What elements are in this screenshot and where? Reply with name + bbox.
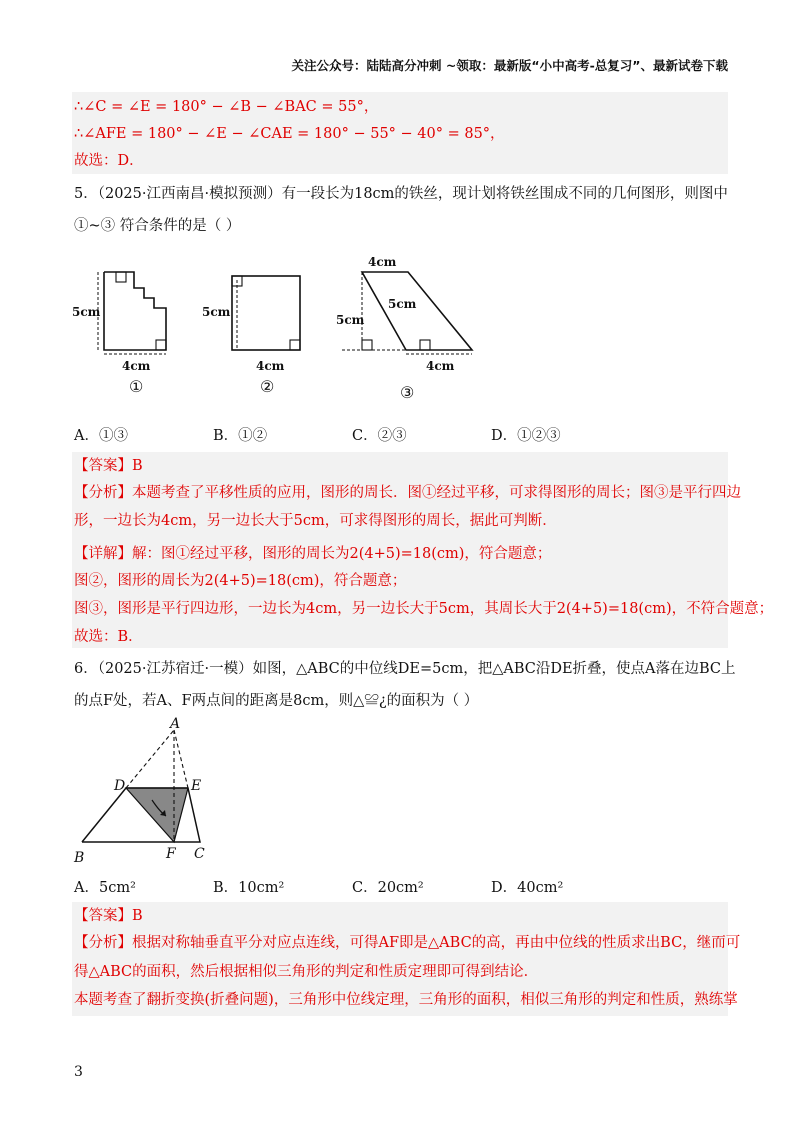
point-d-label: D (114, 778, 126, 794)
fig2-side-label: 5cm (202, 305, 231, 319)
point-f-label: F (166, 846, 176, 862)
q5-figures (70, 250, 510, 410)
q6-option-a: A．5cm² (74, 880, 136, 896)
fig1-outline (104, 272, 166, 350)
q6-analysis-line-1: 【分析】根据对称轴垂直平分对应点连线，可得AF即是△ABC的高，再由中位线的性质求出BC，继而可 (74, 935, 741, 951)
q6-answer: 【答案】B (74, 908, 143, 924)
q5-analysis-line-1: 【分析】本题考查了平移性质的应用，图形的周长．图①经过平移，可求得图形的周长；图③是平行四边 (74, 485, 741, 501)
q6-analysis-line-2: 得△ABC的面积，然后根据相似三角形的判定和性质定理即可得到结论． (74, 964, 539, 980)
fig2-number: ② (260, 377, 275, 396)
q5-choice: 故选：B． (74, 629, 143, 645)
q5-detail-line-3: 图③，图形是平行四边形，一边长为4cm，另一边长大于5cm，其周长大于2(4+5)=18(cm)，不符合题意； (74, 601, 774, 617)
fig1-side-label: 5cm (72, 305, 101, 319)
q5-option-b: B．①② (213, 428, 268, 444)
page-header: 关注公众号：陆陆高分冲刺 ~领取：最新版“小中高考-总复习”、最新试卷下载 (291, 58, 728, 73)
point-e-label: E (191, 778, 202, 794)
side-ab-lower (82, 788, 126, 842)
q6-option-d: D．40cm² (491, 880, 564, 896)
q4-solution-line-1: ∴∠C = ∠E = 180° − ∠B − ∠BAC = 55°， (74, 99, 379, 115)
q6-option-b: B．10cm² (213, 880, 285, 896)
fig3-left-label: 5cm (336, 313, 365, 327)
q6-stem-line-1: 6．（2025·江苏宿迁·一模）如图，△ABC的中位线DE=5cm，把△ABC沿DE折叠，使点A落在边BC上 (74, 661, 736, 677)
fig3-outline (362, 272, 472, 350)
folded-triangle-shade (126, 788, 188, 842)
q6-stem-line-2: 的点F处，若A、F两点间的距离是8cm，则△≌¿的面积为（ ） (74, 693, 479, 709)
q5-analysis-line-2: 形，一边长为4cm，另一边长大于5cm，可求得图形的周长，据此可判断． (74, 513, 557, 529)
q5-detail-line-1: 【详解】解：图①经过平移，图形的周长为2(4+5)=18(cm)，符合题意； (74, 546, 552, 562)
page-number: 3 (74, 1064, 83, 1080)
point-c-label: C (194, 846, 205, 862)
q5-stem-line-2: ①~③ 符合条件的是（ ） (74, 218, 241, 234)
q4-choice: 故选：D． (74, 153, 144, 169)
point-a-label: A (170, 716, 181, 732)
q5-stem-line-1: 5．（2025·江西南昌·模拟预测）有一段长为18cm的铁丝，现计划将铁丝围成不同的几何图形，则图中 (74, 186, 728, 202)
q6-option-c: C．20cm² (352, 880, 424, 896)
q6-figure (70, 716, 240, 866)
fig1-number: ① (129, 377, 144, 396)
fig1-bottom-label: 4cm (122, 359, 151, 373)
q5-option-a: A．①③ (74, 428, 128, 444)
q4-solution-line-2: ∴∠AFE = 180° − ∠E − ∠CAE = 180° − 55° − 40° = 85°， (74, 126, 505, 142)
fig3-slant-label: 5cm (388, 297, 417, 311)
q5-detail-line-2: 图②，图形的周长为2(4+5)=18(cm)，符合题意； (74, 573, 407, 589)
fig3-bottom-label: 4cm (426, 359, 455, 373)
fig2-bottom-label: 4cm (256, 359, 285, 373)
fig3-top-label: 4cm (368, 255, 397, 269)
fig2-outline (232, 276, 300, 350)
fig3-number: ③ (400, 383, 415, 402)
q5-option-c: C．②③ (352, 428, 407, 444)
q6-analysis-line-3: 本题考查了翻折变换(折叠问题)，三角形中位线定理，三角形的面积，相似三角形的判定和性质，熟练掌 (74, 992, 738, 1008)
q5-answer: 【答案】B (74, 458, 143, 474)
q5-option-d: D．①②③ (491, 428, 561, 444)
point-b-label: B (74, 850, 85, 866)
